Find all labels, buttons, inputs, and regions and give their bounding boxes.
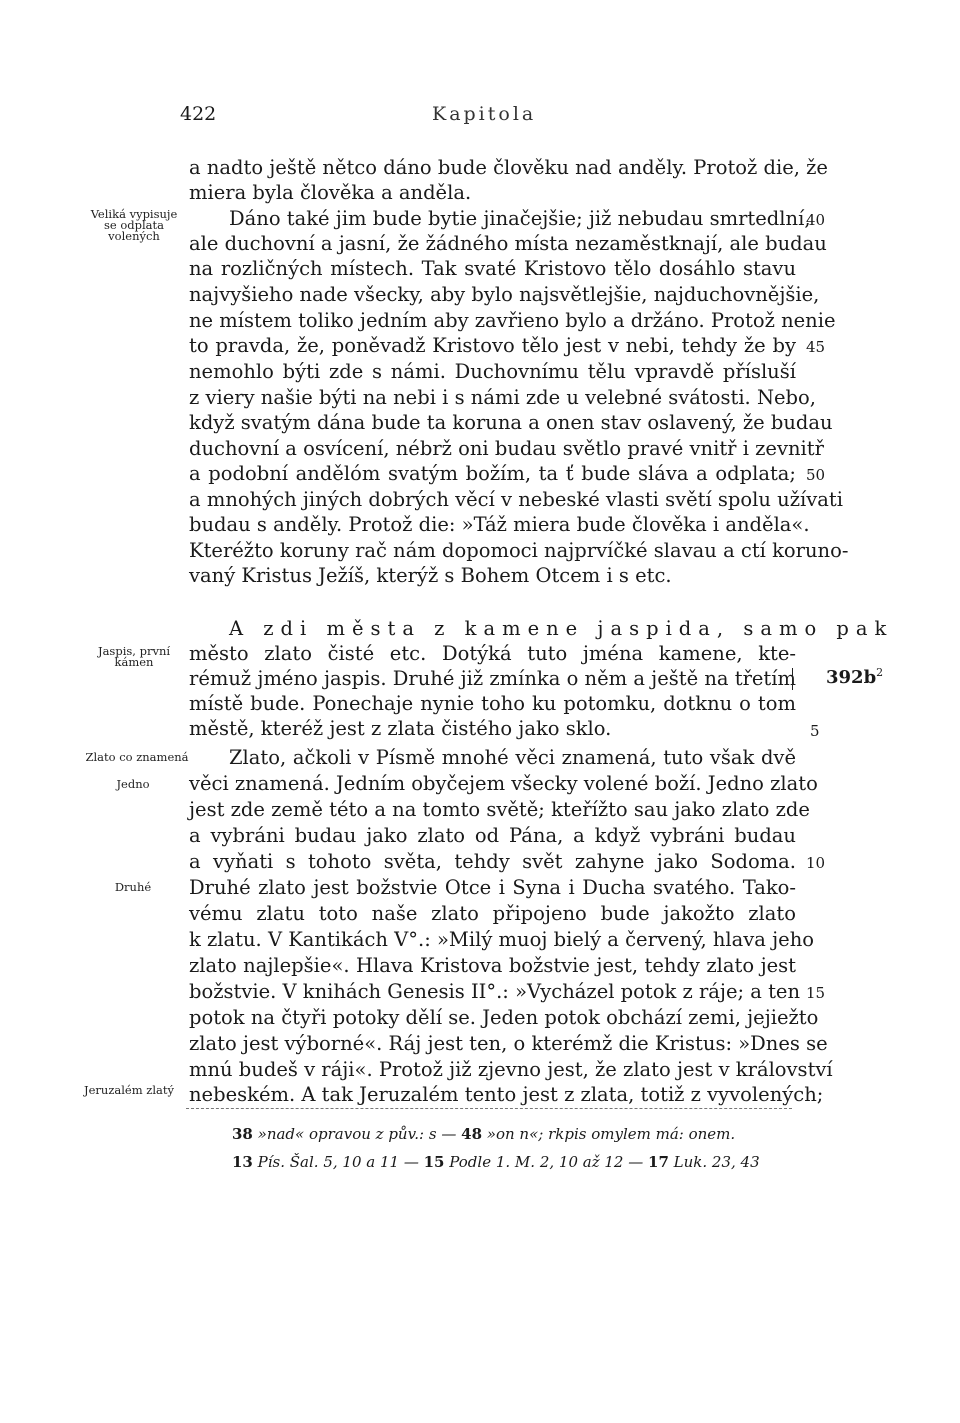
folio-marker: $392b^2$ — [826, 666, 884, 688]
marginal-note-jasper: Jaspis, první kámen — [97, 644, 171, 669]
marginal-note-gold: Zlato co znamená — [85, 750, 189, 764]
text-line: k zlatu. V Kantikách V°.: »Milý muoj bielý a červený, hlava jeho — [189, 928, 814, 951]
text-line: budau s anděly. Protož die: »Táž miera bude člověka i anděla«. — [189, 513, 810, 536]
marginal-note-reward: Veliká vypisuje se odplata volených — [90, 207, 178, 243]
text-line: miera byla člověka a anděla. — [189, 181, 472, 204]
text-line: na rozličných místech. Tak svaté Kristovo tělo dosáhlo stavu — [189, 257, 796, 280]
text-line: Druhé zlato jest božstvie Otce i Syna i Ducha svatého. Tako- — [189, 876, 796, 899]
marginal-note-first: Jedno — [116, 777, 150, 791]
text-line: to pravda, že, poněvadž Kristovo tělo jest v nebi, tehdy že by — [189, 334, 796, 357]
text-line: mnú budeš v ráji«. Protož již zjevno jest, že zlato jest v království — [189, 1058, 833, 1081]
text-line: duchovní a osvícení, nébrž oni budau světlo pravé vnitř i zevnitř — [189, 437, 824, 460]
text-line: město zlato čisté etc. Dotýká tuto jména kamene, kte- — [189, 642, 796, 665]
text-line: a nadto ještě nětco dáno bude člověku nad anděly. Protož die, že — [189, 156, 828, 179]
line-number: 15 — [806, 984, 826, 1002]
text-line: Zlato, ačkoli v Písmě mnohé věci znamená, tuto však dvě — [229, 746, 796, 769]
text-line: a podobní andělóm svatým božím, ta ť bude sláva a odplata; — [189, 462, 796, 485]
text-line: a vyňati s tohoto světa, tehdy svět zahyne jako Sodoma. — [189, 850, 796, 873]
text-line: věci znamená. Jedním obyčejem všecky volené boží. Jedno zlato — [189, 772, 818, 795]
text-line: nebeském. A tak Jeruzalém tento jest z zlata, totiž z vyvolených; — [189, 1083, 824, 1106]
text-line: Kteréžto koruny rač nám dopomoci najprvíčké slavau a ctí koruno- — [189, 539, 849, 562]
footnote-separator — [186, 1108, 792, 1109]
page-header — [0, 103, 960, 127]
text-line: najvyšieho nade všecky, aby bylo najsvětlejšie, najduchovnějšie, — [189, 283, 820, 306]
text-line: z viery našie býti na nebi i s námi zde u velebné svátosti. Nebo, — [189, 386, 816, 409]
text-line: zlato jest výborné«. Ráj jest ten, o kterémž die Kristus: »Dnes se — [189, 1032, 828, 1055]
text-line: nemohlo býti zde s námi. Duchovnímu tělu vpravdě přísluší — [189, 360, 796, 383]
line-number: 10 — [806, 854, 826, 872]
text-line: vaný Kristus Ježíš, kterýž s Bohem Otcem i s etc. — [189, 564, 672, 587]
running-title: Kapitola — [432, 103, 537, 125]
footnote-line: 38 »nad« opravou z pův.: s — 48 »on n«; rkpis omylem má: onem. — [232, 1125, 736, 1143]
text-line: zlato najlepšie«. Hlava Kristova božstvie jest, tehdy zlato jest — [189, 954, 796, 977]
marginal-note-second: Druhé — [114, 880, 152, 894]
marginal-note-jerusalem: Jeruzalém zlatý — [84, 1083, 174, 1097]
line-number: 5 — [810, 722, 820, 740]
page-number: 422 — [180, 103, 217, 125]
text-line: božstvie. V knihách Genesis II°.: »Vycházel potok z ráje; a ten — [189, 980, 801, 1003]
line-number: 40 — [806, 211, 826, 229]
text-line: místě bude. Ponechaje nynie toho ku potomku, dotknu o tom — [189, 692, 796, 715]
line-number: 45 — [806, 338, 826, 356]
text-line: a mnohých jiných dobrých věcí v nebeské vlasti světí spolu užívati — [189, 488, 843, 511]
line-number: 50 — [806, 466, 826, 484]
text-line: městě, kteréž jest z zlata čistého jako sklo. — [189, 717, 612, 740]
text-line: rémuž jméno jaspis. Druhé již zmínka o něm a ještě na třetím — [189, 667, 796, 690]
text-line: jest zde země této a na tomto světě; kteřížto sau jako zlato zde — [189, 798, 810, 821]
text-line: ale duchovní a jasní, že žádného místa nezaměstknají, ale budau — [189, 232, 827, 255]
text-line: potok na čtyři potoky dělí se. Jeden potok obchází zemi, jejiežto — [189, 1006, 819, 1029]
text-line: vému zlatu toto naše zlato připojeno bude jakožto zlato — [189, 902, 796, 925]
footnote-line: 13 Pís. Šal. 5, 10 a 11 — 15 Podle 1. M. 2, 10 až 12 — 17 Luk. 23, 43 — [232, 1153, 760, 1171]
text-line: když svatým dána bude ta koruna a onen stav oslavený, že budau — [189, 411, 833, 434]
text-line: Dáno také jim bude bytie jinačejšie; již nebudau smrtedlní, — [229, 207, 811, 230]
folio-divider — [792, 668, 793, 690]
text-line: a vybráni budau jako zlato od Pána, a když vybráni budau — [189, 824, 796, 847]
section-heading-line: A zdi města z kamene jaspida, samo pak — [229, 617, 894, 640]
text-line: ne místem toliko jedním aby zavřieno bylo a držáno. Protož nenie — [189, 309, 836, 332]
